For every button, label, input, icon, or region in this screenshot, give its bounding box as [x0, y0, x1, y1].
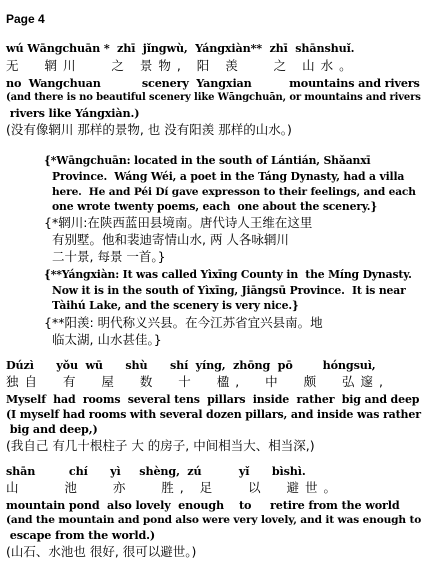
sentence-2-translation: (I myself had rooms with several dozen pillars, and inside was rather: [6, 408, 421, 421]
note-1-chinese-line-2: 有别墅。他和裴迪寄情山水, 两 人各咏辋川: [52, 232, 289, 247]
sentence-2-pinyin: Dúzì yǒu wū shù shí yíng, zhōng pō hóngsuì,: [6, 358, 376, 372]
sentence-2-gloss: Myself had rooms several tens pillars inside rather big and deep: [6, 393, 420, 406]
sentence-3-chinese-translation: (山石、水池也 很好, 很可以避世。): [6, 544, 197, 559]
sentence-2-chinese-translation: (我自己 有几十根柱子 大 的房子, 中间相当大、相当深,): [6, 438, 315, 453]
sentence-1-translation-cont: rivers like Yángxiàn.): [6, 106, 140, 120]
note-1-line-2: Province. Wáng Wéi, a poet in the Táng Dynasty, had a villa: [52, 170, 405, 183]
sentence-1-translation: (and there is no beautiful scenery like Wāngchuān, or mountains and rivers: [6, 92, 421, 103]
sentence-2-translation-cont: big and deep,): [6, 422, 98, 436]
sentence-3-chinese: 山 池 亦 胜, 足 以 避世。: [6, 480, 343, 495]
note-2-chinese-line-2: 临太湖, 山水甚佳。}: [52, 332, 162, 347]
note-1-chinese-line-1: {*辋川:在陕西蓝田县境南。唐代诗人王维在这里: [44, 215, 313, 230]
note-1-chinese-line-3: 二十景, 每景 一首。}: [52, 249, 166, 264]
page-label: Page 4: [6, 12, 45, 26]
sentence-2-chinese: 独自 有 屋 数 十 楹, 中 颇 弘邃,: [6, 374, 390, 389]
sentence-3-pinyin: shān chí yì shèng, zú yǐ bìshì.: [6, 464, 306, 478]
note-2-line-1: {**Yángxiàn: It was called Yìxīng County in the Míng Dynasty.: [44, 268, 412, 281]
sentence-3-translation: (and the mountain and pond also were very lovely, and it was enough to: [6, 514, 422, 526]
note-2-chinese-line-1: {**阳羡: 明代称义兴县。在今江苏省宜兴县南。地: [44, 315, 323, 330]
note-2-line-2: Now it is in the south of Yìxīng, Jiāngsū Province. It is near: [52, 284, 406, 297]
sentence-1-chinese-translation: (没有像辋川 那样的景物, 也 没有阳羡 那样的山水。): [6, 122, 292, 137]
sentence-3-translation-cont: escape from the world.): [6, 528, 156, 542]
note-2-line-3: Tàihú Lake, and the scenery is very nice.}: [52, 299, 299, 312]
sentence-3-gloss: mountain pond also lovely enough to retire from the world: [6, 498, 400, 512]
note-1-line-3: here. He and Péi Dí gave expresson to their feelings, and each: [52, 186, 416, 198]
sentence-1-gloss: no Wangchuan scenery Yangxian mountains and rivers: [6, 76, 420, 90]
sentence-1-pinyin: wú Wāngchuān * zhī jǐngwù, Yángxiàn** zhī shānshuǐ.: [6, 41, 355, 55]
note-1-line-4: one wrote twenty poems, each one about the scenery.}: [52, 200, 378, 213]
sentence-1-chinese: 无 辋川 之 景物, 阳 羡 之 山水。: [6, 58, 358, 73]
note-1-line-1: {*Wāngchuān: located in the south of Lántián, Shǎanxī: [44, 154, 371, 167]
